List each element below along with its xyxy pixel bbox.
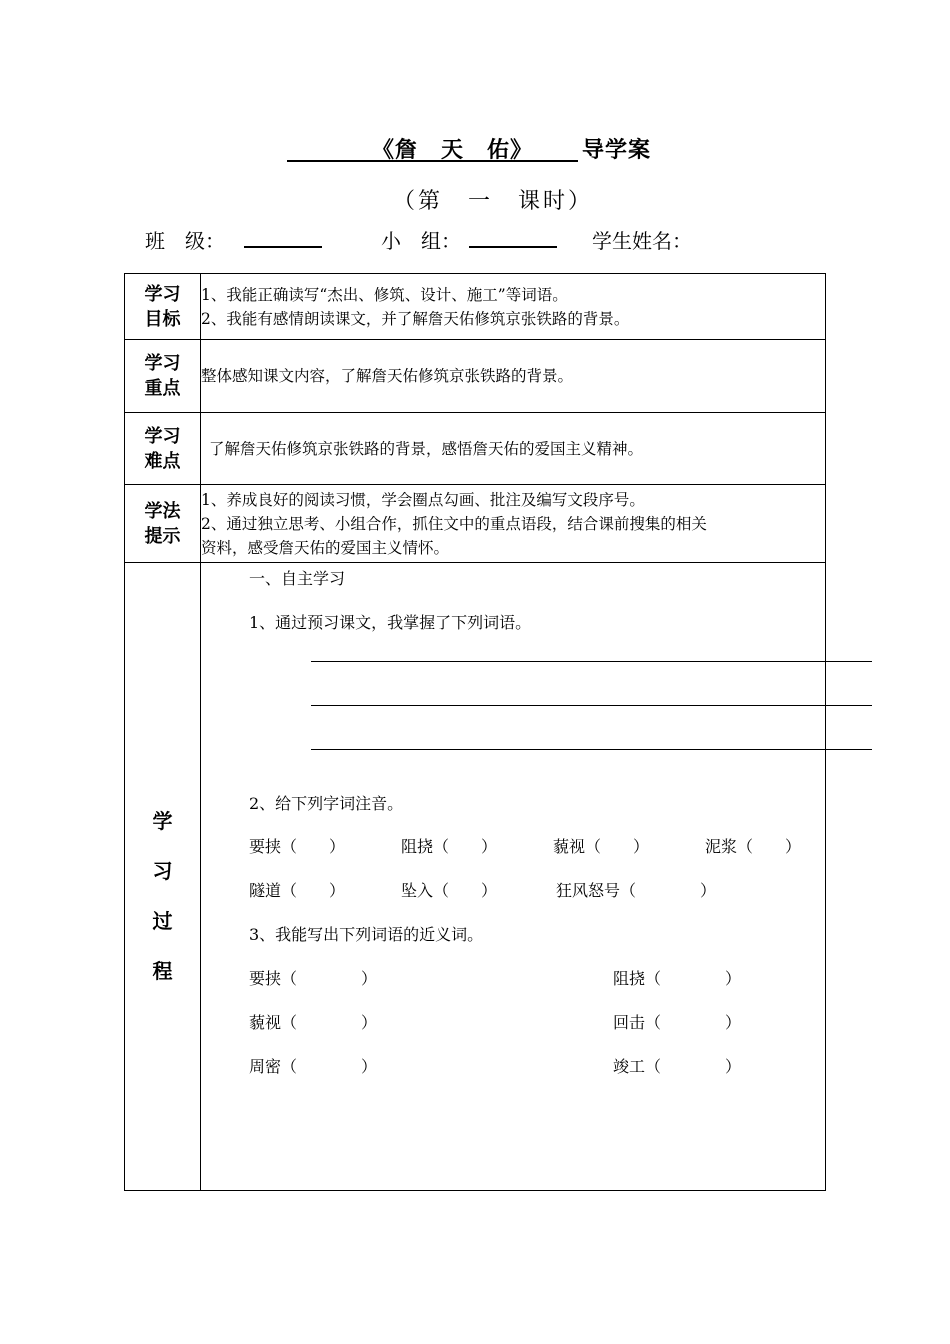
group-label: 小 组：	[381, 229, 461, 253]
question-1: 1、通过预习课文，我掌握了下列词语。	[249, 613, 532, 632]
answer-line-1[interactable]	[311, 661, 872, 662]
student-name-label: 学生姓名：	[592, 229, 692, 253]
question-2: 2、给下列字词注音。	[249, 794, 404, 813]
section-title: 一、自主学习	[249, 569, 346, 588]
synonym-item[interactable]: 回击（ ）	[613, 1013, 742, 1032]
lesson-period: （第 一 课时）	[393, 189, 594, 214]
question-3: 3、我能写出下列词语的近义词。	[249, 925, 484, 944]
class-label: 班 级：	[145, 229, 225, 253]
method-content: 1、养成良好的阅读习惯，学会圈点勾画、批注及编写文段序号。 2、通过独立思考、小组合作，抓住文中的重点语段，结合课前搜集的相关 资料，感受詹天佑的爱国主义情怀。	[201, 485, 826, 563]
focus-label: 学习 重点	[125, 340, 201, 413]
pinyin-item[interactable]: 阻挠（ ）	[401, 837, 498, 856]
process-content	[201, 563, 826, 1191]
group-field[interactable]	[469, 246, 557, 248]
synonym-item[interactable]: 竣工（ ）	[613, 1057, 742, 1076]
pinyin-item[interactable]: 隧道（ ）	[249, 881, 346, 900]
synonym-item[interactable]: 阻挠（ ）	[613, 969, 742, 988]
goals-content: 1、我能正确读写“杰出、修筑、设计、施工”等词语。 2、我能有感情朗读课文，并了解詹天佑修筑京张铁路的背景。	[201, 274, 826, 340]
difficulty-content: 了解詹天佑修筑京张铁路的背景，感悟詹天佑的爱国主义精神。	[201, 413, 826, 485]
pinyin-item[interactable]: 藐视（ ）	[553, 837, 650, 856]
answer-line-3[interactable]	[311, 749, 872, 750]
pinyin-item[interactable]: 狂风怒号（ ）	[556, 881, 717, 900]
synonym-item[interactable]: 藐视（ ）	[249, 1013, 378, 1032]
guide-table	[124, 273, 826, 1191]
method-label: 学法 提示	[125, 485, 201, 563]
pinyin-item[interactable]: 坠入（ ）	[401, 881, 498, 900]
process-label: 学 习 过 程	[125, 563, 201, 1191]
focus-content: 整体感知课文内容，了解詹天佑修筑京张铁路的背景。	[201, 340, 826, 413]
class-field[interactable]	[244, 246, 322, 248]
pinyin-item[interactable]: 泥浆（ ）	[705, 837, 802, 856]
difficulty-label: 学习 难点	[125, 413, 201, 485]
synonym-item[interactable]: 周密（ ）	[249, 1057, 378, 1076]
page-title-suffix: 导学案	[582, 138, 652, 163]
pinyin-item[interactable]: 要挟（ ）	[249, 837, 346, 856]
answer-line-2[interactable]	[311, 705, 872, 706]
page-title: 《詹 天 佑》	[372, 138, 534, 163]
synonym-item[interactable]: 要挟（ ）	[249, 969, 378, 988]
goals-label: 学习 目标	[125, 274, 201, 340]
